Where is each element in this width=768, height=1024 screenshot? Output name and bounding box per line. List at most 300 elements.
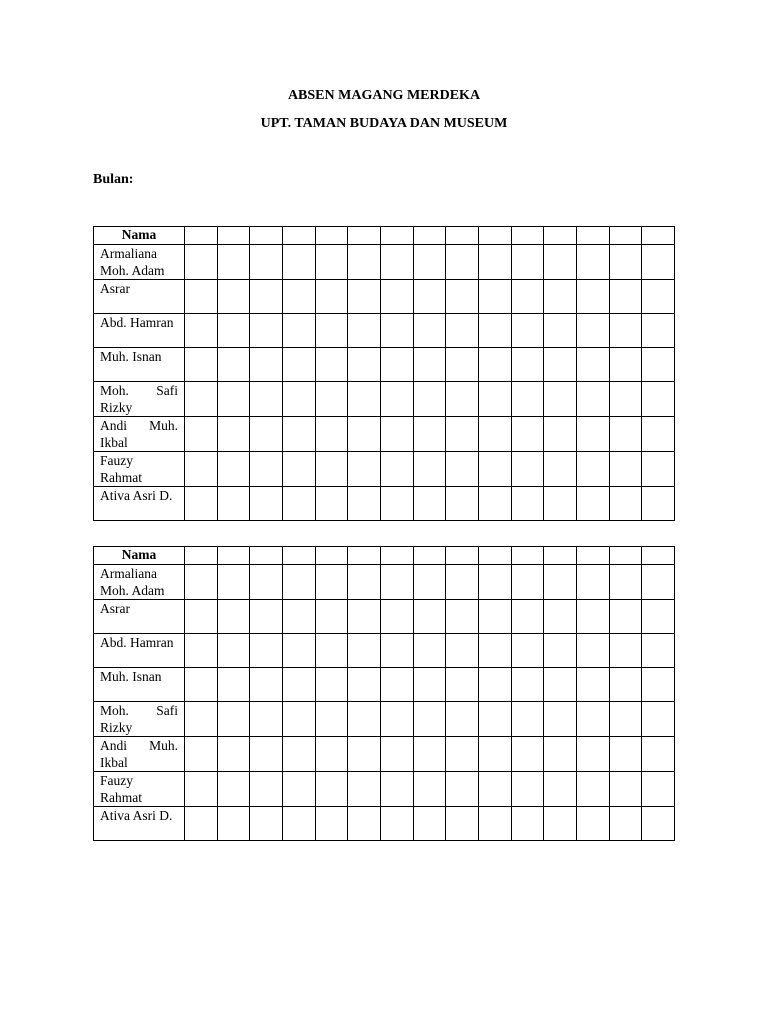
attendance-cell [544,565,577,600]
attendance-cell [217,600,250,634]
attendance-cell [576,382,609,417]
attendance-cell [511,452,544,487]
attendance-cell [544,634,577,668]
attendance-cell [609,634,642,668]
attendance-cell [576,772,609,807]
attendance-cell [642,245,675,280]
attendance-cell [250,737,283,772]
attendance-cell [282,417,315,452]
attendance-cell [511,565,544,600]
attendance-cell [544,600,577,634]
day-column-header [544,227,577,245]
attendance-cell [185,348,218,382]
name-cell: Asrar [94,600,185,634]
attendance-cell [250,314,283,348]
attendance-cell [576,737,609,772]
attendance-cell [282,634,315,668]
attendance-cell [478,600,511,634]
attendance-cell [544,668,577,702]
attendance-cell [185,634,218,668]
attendance-cell [609,702,642,737]
attendance-cell [576,452,609,487]
attendance-cell [478,452,511,487]
attendance-cell [446,737,479,772]
attendance-cell [642,452,675,487]
day-column-header [348,227,381,245]
attendance-cell [609,280,642,314]
table-row [94,772,675,807]
attendance-cell [642,772,675,807]
day-column-header [413,547,446,565]
attendance-cell [576,417,609,452]
day-column-header [282,547,315,565]
name-cell: Ativa Asri D. [94,807,185,841]
attendance-cell [576,807,609,841]
table-row [94,245,675,280]
attendance-cell [413,565,446,600]
attendance-cell [217,487,250,521]
attendance-cell [315,565,348,600]
attendance-cell [511,668,544,702]
attendance-cell [642,382,675,417]
attendance-cell [609,600,642,634]
attendance-cell [380,245,413,280]
attendance-cell [642,417,675,452]
attendance-cell [446,417,479,452]
attendance-cell [250,417,283,452]
attendance-cell [185,487,218,521]
day-column-header [348,547,381,565]
attendance-cell [478,382,511,417]
attendance-cell [282,772,315,807]
attendance-cell [348,382,381,417]
attendance-cell [609,417,642,452]
name-cell: Fauzy Rahmat [94,772,185,807]
attendance-cell [380,314,413,348]
attendance-cell [282,348,315,382]
attendance-cell [348,280,381,314]
attendance-cell [544,807,577,841]
attendance-cell [511,702,544,737]
attendance-cell [348,600,381,634]
attendance-cell [446,772,479,807]
attendance-cell [446,600,479,634]
attendance-cell [413,737,446,772]
attendance-cell [478,245,511,280]
attendance-cell [446,280,479,314]
attendance-cell [315,280,348,314]
attendance-cell [282,487,315,521]
name-cell: Muh. Isnan [94,348,185,382]
attendance-cell [478,737,511,772]
attendance-cell [250,452,283,487]
table-row [94,600,675,634]
attendance-cell [282,280,315,314]
attendance-cell [185,600,218,634]
attendance-cell [446,382,479,417]
attendance-cell [478,634,511,668]
table-row [94,382,675,417]
attendance-cell [446,245,479,280]
attendance-cell [348,737,381,772]
attendance-cell [446,702,479,737]
table-row [94,668,675,702]
attendance-cell [282,600,315,634]
attendance-cell [511,807,544,841]
attendance-cell [642,600,675,634]
attendance-cell [315,702,348,737]
day-column-header [576,547,609,565]
day-column-header [478,227,511,245]
attendance-cell [511,772,544,807]
attendance-cell [185,417,218,452]
attendance-cell [250,280,283,314]
attendance-cell [446,348,479,382]
attendance-cell [217,565,250,600]
attendance-cell [413,382,446,417]
table-row [94,807,675,841]
attendance-cell [185,702,218,737]
attendance-cell [250,702,283,737]
attendance-cell [478,348,511,382]
attendance-cell [282,452,315,487]
attendance-cell [185,565,218,600]
attendance-cell [609,737,642,772]
attendance-cell [217,807,250,841]
attendance-cell [413,487,446,521]
attendance-cell [413,807,446,841]
day-column-header [609,547,642,565]
attendance-cell [478,417,511,452]
attendance-cell [478,807,511,841]
day-column-header [446,547,479,565]
attendance-cell [413,668,446,702]
attendance-cell [380,600,413,634]
day-column-header [544,547,577,565]
attendance-cell [511,348,544,382]
attendance-cell [576,280,609,314]
attendance-cell [609,452,642,487]
name-cell: Abd. Hamran [94,634,185,668]
attendance-cell [576,487,609,521]
attendance-cell [511,417,544,452]
attendance-cell [348,807,381,841]
attendance-cell [250,668,283,702]
day-column-header [642,547,675,565]
attendance-cell [642,487,675,521]
attendance-cell [511,245,544,280]
attendance-cell [380,634,413,668]
attendance-cell [380,737,413,772]
name-column-header: Nama [94,547,185,565]
attendance-cell [250,634,283,668]
attendance-cell [446,807,479,841]
attendance-cell [413,245,446,280]
attendance-cell [511,382,544,417]
attendance-cell [544,702,577,737]
table-row [94,634,675,668]
attendance-cell [380,348,413,382]
attendance-cell [315,245,348,280]
attendance-cell [348,245,381,280]
attendance-cell [250,382,283,417]
attendance-cell [544,772,577,807]
day-column-header [478,547,511,565]
name-cell: Armaliana Moh. Adam [94,565,185,600]
attendance-cell [413,452,446,487]
attendance-cell [217,348,250,382]
attendance-cell [609,348,642,382]
attendance-cell [217,772,250,807]
attendance-cell [413,314,446,348]
attendance-cell [576,348,609,382]
attendance-cell [642,634,675,668]
attendance-cell [446,314,479,348]
attendance-cell [544,245,577,280]
attendance-cell [609,245,642,280]
attendance-cell [217,417,250,452]
attendance-cell [642,807,675,841]
attendance-cell [609,772,642,807]
table-header-row [94,227,675,245]
attendance-cell [544,348,577,382]
attendance-cell [315,737,348,772]
attendance-cell [413,772,446,807]
attendance-cell [217,245,250,280]
attendance-cell [544,382,577,417]
day-column-header [217,547,250,565]
attendance-cell [413,417,446,452]
attendance-cell [380,807,413,841]
day-column-header [250,547,283,565]
attendance-cell [478,772,511,807]
attendance-cell [348,417,381,452]
name-cell: Fauzy Rahmat [94,452,185,487]
attendance-table [93,226,675,521]
attendance-cell [642,565,675,600]
table-row [94,487,675,521]
attendance-cell [185,737,218,772]
attendance-cell [511,634,544,668]
attendance-cell [217,702,250,737]
attendance-cell [380,668,413,702]
attendance-cell [511,314,544,348]
attendance-table [93,546,675,841]
name-cell: Moh. Safi Rizky [94,382,185,417]
attendance-cell [380,487,413,521]
day-column-header [315,227,348,245]
attendance-cell [217,280,250,314]
attendance-cell [380,772,413,807]
day-column-header [511,227,544,245]
table-row [94,417,675,452]
attendance-cell [282,245,315,280]
attendance-cell [511,280,544,314]
day-column-header [250,227,283,245]
day-column-header [609,227,642,245]
attendance-cell [478,280,511,314]
attendance-cell [544,280,577,314]
attendance-cell [315,452,348,487]
attendance-cell [250,600,283,634]
document-subtitle: UPT. TAMAN BUDAYA DAN MUSEUM [260,116,508,131]
day-column-header [380,227,413,245]
attendance-cell [315,382,348,417]
name-cell: Ativa Asri D. [94,487,185,521]
attendance-cell [282,702,315,737]
attendance-cell [380,452,413,487]
attendance-cell [478,565,511,600]
name-cell: Andi Muh. Ikbal [94,737,185,772]
day-column-header [185,227,218,245]
attendance-cell [185,668,218,702]
attendance-cell [348,314,381,348]
attendance-cell [380,382,413,417]
attendance-cell [348,565,381,600]
attendance-cell [217,737,250,772]
attendance-cell [609,382,642,417]
attendance-cell [446,634,479,668]
table-header-row [94,547,675,565]
attendance-cell [348,668,381,702]
attendance-cell [413,348,446,382]
attendance-cell [544,314,577,348]
attendance-cell [642,668,675,702]
attendance-cell [348,452,381,487]
attendance-cell [576,565,609,600]
attendance-cell [217,452,250,487]
attendance-cell [282,737,315,772]
name-column-header: Nama [94,227,185,245]
attendance-cell [250,487,283,521]
attendance-cell [185,314,218,348]
attendance-cell [250,245,283,280]
table-row [94,452,675,487]
attendance-cell [282,807,315,841]
attendance-cell [315,417,348,452]
attendance-cell [511,487,544,521]
day-column-header [511,547,544,565]
attendance-cell [511,600,544,634]
attendance-cell [446,565,479,600]
table-row [94,565,675,600]
attendance-cell [217,634,250,668]
name-cell: Moh. Safi Rizky [94,702,185,737]
attendance-cell [348,772,381,807]
name-cell: Abd. Hamran [94,314,185,348]
attendance-cell [185,382,218,417]
attendance-cell [478,487,511,521]
attendance-cell [250,807,283,841]
document-title: ABSEN MAGANG MERDEKA [287,88,481,103]
attendance-cell [185,452,218,487]
attendance-cell [446,487,479,521]
attendance-cell [576,600,609,634]
attendance-cell [315,634,348,668]
attendance-cell [576,668,609,702]
attendance-cell [282,668,315,702]
attendance-cell [282,382,315,417]
attendance-cell [609,668,642,702]
attendance-cell [185,245,218,280]
attendance-cell [315,314,348,348]
attendance-cell [544,452,577,487]
attendance-cell [413,600,446,634]
name-cell: Andi Muh. Ikbal [94,417,185,452]
table-row [94,702,675,737]
attendance-cell [282,314,315,348]
attendance-cell [250,348,283,382]
attendance-cell [609,807,642,841]
attendance-cell [315,668,348,702]
attendance-cell [576,245,609,280]
day-column-header [642,227,675,245]
name-cell: Armaliana Moh. Adam [94,245,185,280]
attendance-cell [380,417,413,452]
day-column-header [446,227,479,245]
attendance-cell [576,314,609,348]
table-row [94,737,675,772]
attendance-cell [544,417,577,452]
attendance-cell [446,668,479,702]
attendance-cell [413,634,446,668]
attendance-cell [250,565,283,600]
attendance-cell [250,772,283,807]
table-row [94,280,675,314]
attendance-cell [609,487,642,521]
attendance-cell [348,487,381,521]
attendance-cell [217,314,250,348]
day-column-header [185,547,218,565]
attendance-cell [446,452,479,487]
attendance-cell [544,487,577,521]
attendance-cell [348,634,381,668]
attendance-cell [315,348,348,382]
attendance-cell [315,487,348,521]
attendance-cell [282,565,315,600]
attendance-cell [478,668,511,702]
attendance-cell [642,348,675,382]
attendance-cell [642,314,675,348]
attendance-cell [511,737,544,772]
attendance-cell [315,600,348,634]
attendance-cell [609,565,642,600]
day-column-header [413,227,446,245]
attendance-cell [348,702,381,737]
table-row [94,348,675,382]
name-cell: Muh. Isnan [94,668,185,702]
month-label: Bulan: [93,172,134,187]
attendance-cell [413,702,446,737]
attendance-cell [576,634,609,668]
attendance-cell [217,668,250,702]
attendance-cell [348,348,381,382]
attendance-cell [380,565,413,600]
attendance-cell [413,280,446,314]
attendance-cell [642,737,675,772]
name-cell: Asrar [94,280,185,314]
attendance-cell [642,702,675,737]
attendance-cell [544,737,577,772]
attendance-cell [576,702,609,737]
attendance-cell [478,702,511,737]
day-column-header [282,227,315,245]
table-row [94,314,675,348]
attendance-cell [217,382,250,417]
attendance-cell [315,807,348,841]
attendance-cell [478,314,511,348]
day-column-header [380,547,413,565]
